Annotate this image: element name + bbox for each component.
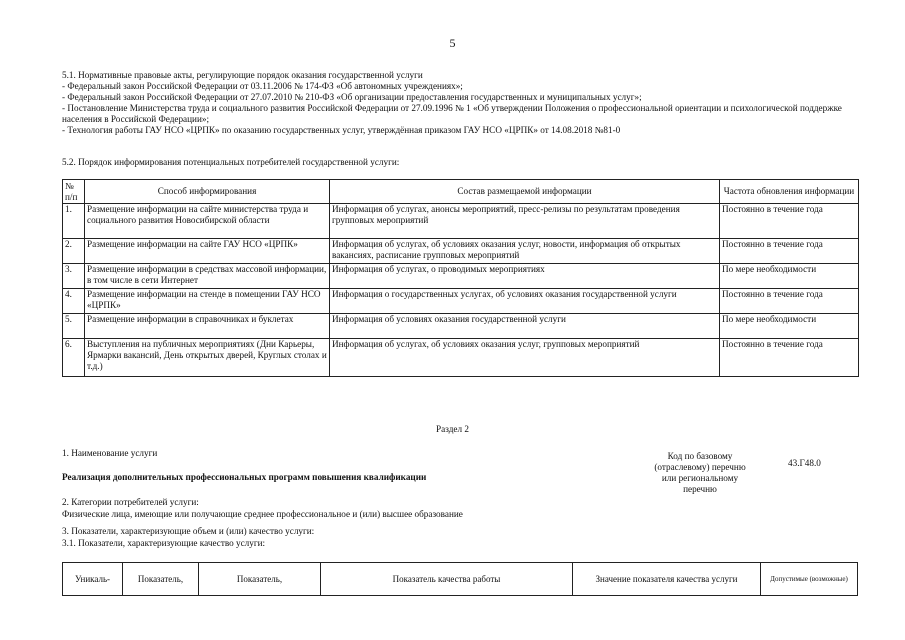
- row-frequency: Постоянно в течение года: [720, 289, 859, 314]
- row-frequency: По мере необходимости: [720, 314, 859, 339]
- row-method: Размещение информации в средствах массовой информации, в том числе в сети Интернет: [85, 264, 330, 289]
- row-method: Размещение информации в справочниках и буклетах: [85, 314, 330, 339]
- row-frequency: Постоянно в течение года: [720, 339, 859, 377]
- row-method: Размещение информации на стенде в помещении ГАУ НСО «ЦРПК»: [85, 289, 330, 314]
- service-code-value: 43.Г48.0: [788, 458, 821, 468]
- row-content: Информация об услугах, анонсы мероприятий, пресс-релизы по результатам проведения групповых мероприятий: [330, 204, 720, 239]
- row-method: Размещение информации на сайте ГАУ НСО «ЦРПК»: [85, 239, 330, 264]
- row-number: 2.: [63, 239, 85, 264]
- legal-act-item: - Федеральный закон Российской Федерации от 27.07.2010 № 210-ФЗ «Об организации предоставления государственных и муниципальных услуг»;: [62, 92, 642, 102]
- legal-acts-section: [62, 70, 852, 136]
- row-number: 4.: [63, 289, 85, 314]
- row-frequency: Постоянно в течение года: [720, 239, 859, 264]
- row-content: Информация об услугах, об условиях оказания услуг, новости, информация об открытых вакансиях, расписание групповых мероприятий: [330, 239, 720, 264]
- row-number: 5.: [63, 314, 85, 339]
- row-content: Информация об услугах, об условиях оказания услуг, групповых мероприятий: [330, 339, 720, 377]
- quality-indicators-table: [62, 562, 858, 596]
- table-row: [63, 339, 859, 377]
- header-number: № п/п: [63, 180, 85, 204]
- row-number: 1.: [63, 204, 85, 239]
- quality-indicators-heading: 3.1. Показатели, характеризующие качество услуги:: [62, 538, 266, 548]
- row-number: 3.: [63, 264, 85, 289]
- consumer-category-label: 2. Категории потребителей услуги:: [62, 497, 199, 507]
- row-content: Информация об условиях оказания государственной услуги: [330, 314, 720, 339]
- row-method: Размещение информации на сайте министерства труда и социального развития Новосибирской области: [85, 204, 330, 239]
- service-code-label: Код по базовому (отраслевому) перечню или региональному перечню: [654, 451, 746, 494]
- table-row: [63, 204, 859, 239]
- header-quality-value: Значение показателя качества услуги: [573, 563, 761, 596]
- row-frequency: По мере необходимости: [720, 264, 859, 289]
- legal-act-item: - Постановление Министерства труда и социального развития Российской Федерации от 27.09.1996 № 1 «Об утверждении Положения о профессиональной ориентации и психологической поддержке населения в Российской Федерации»;: [62, 103, 842, 124]
- informing-order-heading: 5.2. Порядок информирования потенциальных потребителей государственной услуги:: [62, 157, 400, 167]
- table-header-row: [63, 563, 858, 596]
- page-number: 5: [449, 36, 456, 50]
- table-header-row: [63, 180, 859, 204]
- section-title: Раздел 2: [436, 424, 469, 434]
- service-name: Реализация дополнительных профессиональных программ повышения квалификации: [62, 472, 427, 482]
- legal-act-item: - Технология работы ГАУ НСО «ЦРПК» по оказанию государственных услуг, утверждённая приказом ГАУ НСО «ЦРПК» от 14.08.2018 №81-0: [62, 125, 621, 135]
- header-method: Способ информирования: [85, 180, 330, 204]
- row-method: Выступления на публичных мероприятиях (Дни Карьеры, Ярмарки вакансий, День открытых дверей, Круглых столах и т.д.): [85, 339, 330, 377]
- table-row: [63, 239, 859, 264]
- row-content: Информация об услугах, о проводимых мероприятиях: [330, 264, 720, 289]
- row-number: 6.: [63, 339, 85, 377]
- header-work-quality: Показатель качества работы: [321, 563, 573, 596]
- header-frequency: Частота обновления информации: [720, 180, 859, 204]
- header-indicator: Показатель,: [199, 563, 321, 596]
- legal-acts-heading: 5.1. Нормативные правовые акты, регулирующие порядок оказания государственной услуги: [62, 70, 423, 80]
- row-content: Информация о государственных услугах, об условиях оказания государственной услуги: [330, 289, 720, 314]
- header-unique-number: Уникаль-: [63, 563, 123, 596]
- consumer-category-value: Физические лица, имеющие или получающие среднее профессиональное и (или) высшее образование: [62, 509, 463, 519]
- service-name-label: 1. Наименование услуги: [62, 448, 158, 458]
- table-row: [63, 289, 859, 314]
- header-allowed-deviation: Допустимые (возможные): [761, 563, 858, 596]
- legal-act-item: - Федеральный закон Российской Федерации от 03.11.2006 № 174-ФЗ «Об автономных учреждениях»;: [62, 81, 463, 91]
- informing-table: [62, 179, 859, 377]
- header-content: Состав размещаемой информации: [330, 180, 720, 204]
- row-frequency: Постоянно в течение года: [720, 204, 859, 239]
- indicators-heading: 3. Показатели, характеризующие объем и (или) качество услуги:: [62, 526, 315, 536]
- table-row: [63, 264, 859, 289]
- table-row: [63, 314, 859, 339]
- header-indicator: Показатель,: [123, 563, 199, 596]
